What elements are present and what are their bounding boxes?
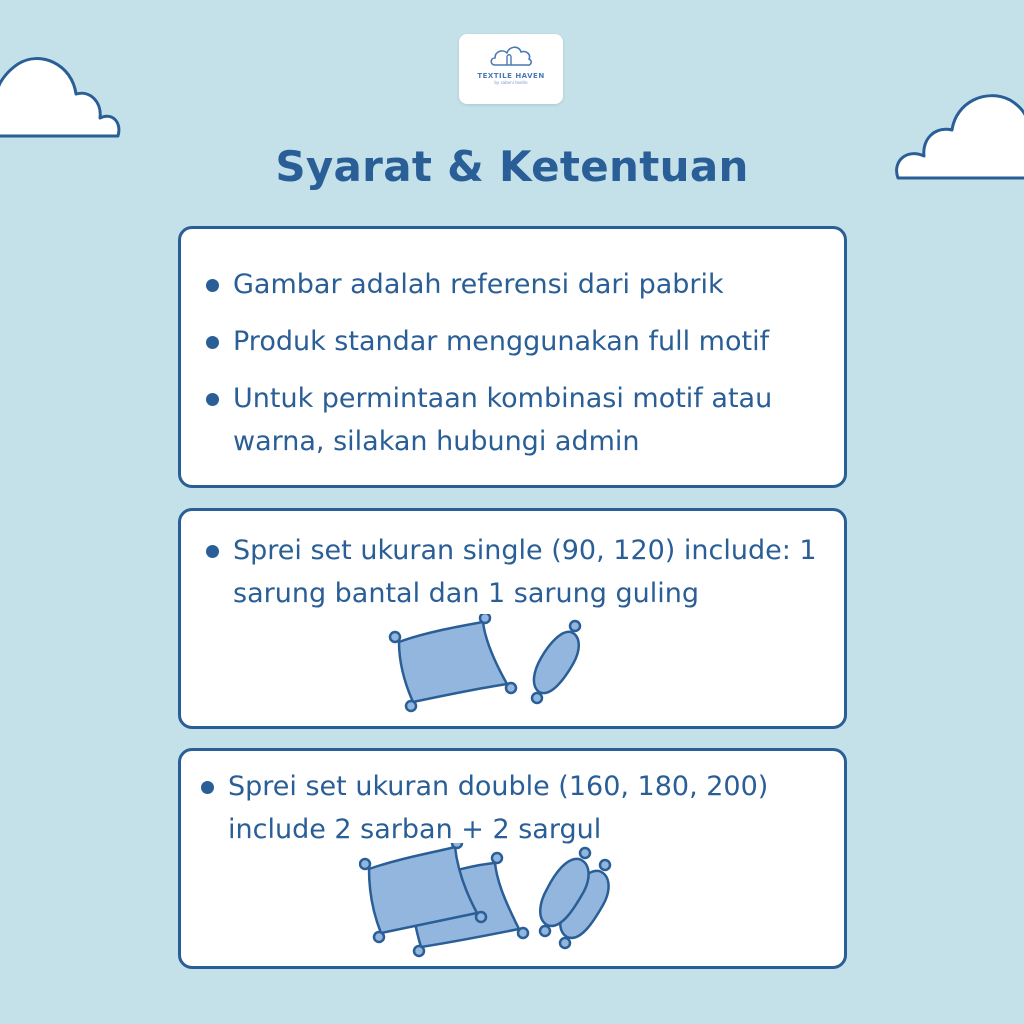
list-item — [206, 377, 834, 463]
pillow-and-bolster-icon — [381, 614, 601, 714]
two-pillows-and-two-bolsters-icon — [359, 843, 629, 963]
list-item — [206, 320, 834, 363]
brand-name: TEXTILE HAVEN — [477, 72, 545, 80]
list-item-text: Gambar adalah referensi dari pabrik — [233, 269, 724, 300]
double-size-card — [178, 748, 847, 969]
page-title: Syarat & Ketentuan — [275, 142, 749, 191]
bullet-icon — [206, 279, 219, 292]
single-size-text: Sprei set ukuran single (90, 120) include: 1 sarung bantal dan 1 sarung guling — [233, 535, 817, 609]
cloud-logo-icon — [489, 43, 533, 69]
brand-logo — [459, 34, 563, 104]
list-item-text: Untuk permintaan kombinasi motif atau warna, silakan hubungi admin — [233, 383, 773, 457]
bullet-icon — [201, 781, 214, 794]
list-item — [206, 529, 834, 615]
list-item — [201, 765, 834, 851]
cloud-left-icon — [0, 50, 125, 142]
double-size-text: Sprei set ukuran double (160, 180, 200) include 2 sarban + 2 sargul — [228, 771, 769, 845]
bullet-icon — [206, 336, 219, 349]
single-size-card — [178, 508, 847, 729]
bullet-icon — [206, 393, 219, 406]
bullet-icon — [206, 545, 219, 558]
terms-card — [178, 226, 847, 488]
list-item — [206, 263, 834, 306]
terms-list — [206, 263, 834, 477]
brand-subtitle: by sabeni textile — [494, 80, 528, 85]
list-item-text: Produk standar menggunakan full motif — [233, 326, 770, 357]
double-size-list — [201, 765, 834, 851]
single-size-list — [206, 529, 834, 615]
